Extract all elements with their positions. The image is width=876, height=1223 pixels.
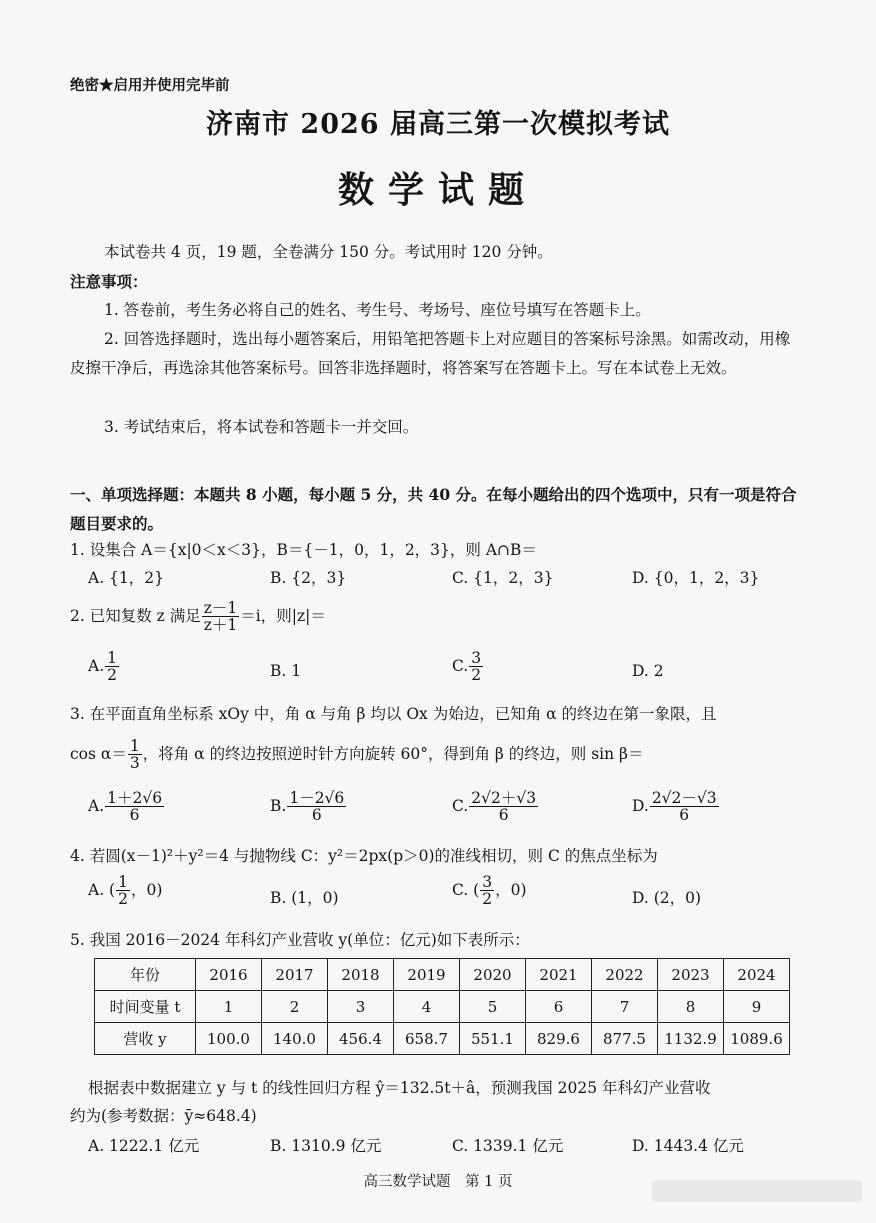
- table-cell: 2020: [460, 959, 526, 991]
- question-2-stem: [70, 600, 326, 634]
- table-cell: 658.7: [394, 1023, 460, 1055]
- question-1-stem: 1. 设集合 A＝{x|0＜x＜3}，B＝{－1，0，1，2，3}，则 A∩B＝: [70, 541, 537, 559]
- question-5-after-1: 根据表中数据建立 y 与 t 的线性回归方程 ŷ＝132.5t＋â，预测我国 2025 年科幻产业营收: [88, 1079, 711, 1097]
- q5-option-d: D. 1443.4 亿元: [632, 1137, 744, 1155]
- table-cell: 3: [328, 991, 394, 1023]
- table-cell: 1089.6: [724, 1023, 790, 1055]
- q1-option-c: C. {1，2，3}: [452, 569, 554, 587]
- question-5-stem: 5. 我国 2016－2024 年科幻产业营收 y(单位：亿元)如下表所示：: [70, 931, 530, 949]
- notice-item-3: 3. 考试结束后，将本试卷和答题卡一并交回。: [104, 418, 419, 436]
- q5-option-a: A. 1222.1 亿元: [88, 1137, 200, 1155]
- table-cell: 877.5: [592, 1023, 658, 1055]
- page-footer: 高三数学试题 第 1 页: [363, 1174, 513, 1190]
- question-5-after-2: 约为(参考数据：ȳ≈648.4): [70, 1107, 257, 1125]
- notice-heading: 注意事项：: [70, 272, 148, 291]
- table-cell: 2022: [592, 959, 658, 991]
- table-cell: 2017: [262, 959, 328, 991]
- q1-option-a: A. {1，2}: [88, 569, 164, 587]
- q2-option-d: D. 2: [632, 662, 664, 680]
- table-cell: 829.6: [526, 1023, 592, 1055]
- table-cell: 2021: [526, 959, 592, 991]
- table-cell: 551.1: [460, 1023, 526, 1055]
- exam-intro: 本试卷共 4 页，19 题，全卷满分 150 分。考试用时 120 分钟。: [104, 243, 553, 261]
- q1-option-b: B. {2，3}: [270, 569, 347, 587]
- table-cell: 2019: [394, 959, 460, 991]
- q3-cos-fraction: $\frac{1}{3}$: [129, 737, 140, 773]
- table-cell: 100.0: [196, 1023, 262, 1055]
- section-heading: 一、单项选择题：本题共 8 小题，每小题 5 分，共 40 分。在每小题给出的四个选项中，只有一项是符合题目要求的。: [70, 485, 797, 533]
- table-cell: 4: [394, 991, 460, 1023]
- q2-stem-post: ＝i，则|z|＝: [240, 606, 326, 625]
- notice-item-1: 1. 答卷前，考生务必将自己的姓名、考生号、考场号、座位号填写在答题卡上。: [104, 301, 651, 319]
- table-row-revenue: [95, 1023, 790, 1055]
- table-cell: 2023: [658, 959, 724, 991]
- table-cell: 2018: [328, 959, 394, 991]
- table-cell: 6: [526, 991, 592, 1023]
- q1-option-d: D. {0，1，2，3}: [632, 569, 760, 587]
- q3-option-c: C. $\frac{2√2+√3}{6}$: [452, 789, 537, 825]
- table-cell: 140.0: [262, 1023, 328, 1055]
- q2-frac-num: z－1: [203, 599, 238, 617]
- table-cell: 8: [658, 991, 724, 1023]
- table-cell: 2: [262, 991, 328, 1023]
- exam-subtitle: 数学试题: [337, 169, 538, 211]
- q4-option-c: C. ( $\frac{3}{2}$ ，0): [452, 873, 527, 909]
- table-cell: 2016: [196, 959, 262, 991]
- q2-stem-pre: 2. 已知复数 z 满足: [70, 606, 201, 625]
- table-row-year: [95, 959, 790, 991]
- table-cell: 5: [460, 991, 526, 1023]
- q2-fraction: [202, 600, 240, 634]
- q4-option-d: D. (2，0): [632, 889, 702, 907]
- question-3-line2: cos α＝ $\frac{1}{3}$ ，将角 α 的终边按照逆时针方向旋转 60°，得到角 β 的终边，则 sin β＝: [70, 737, 644, 773]
- q2-option-c: C. $\frac{3}{2}$: [452, 649, 482, 685]
- q2-option-b: B. 1: [270, 662, 302, 680]
- table-cell: 9: [724, 991, 790, 1023]
- table-cell: 1: [196, 991, 262, 1023]
- table-cell: 2024: [724, 959, 790, 991]
- table-cell: 1132.9: [658, 1023, 724, 1055]
- q3-option-d: D. $\frac{2√2-√3}{6}$: [632, 789, 717, 825]
- q3-option-a: A. $\frac{1+2√6}{6}$: [88, 789, 163, 825]
- table-cell: 营收 y: [95, 1023, 196, 1055]
- q5-option-c: C. 1339.1 亿元: [452, 1137, 564, 1155]
- exam-title: 济南市 2026 届高三第一次模拟考试: [206, 109, 670, 140]
- q5-option-b: B. 1310.9 亿元: [270, 1137, 382, 1155]
- classified-label: 绝密★启用并使用完毕前: [70, 77, 230, 94]
- table-cell: 7: [592, 991, 658, 1023]
- table-cell: 年份: [95, 959, 196, 991]
- notice-item-2: 2. 回答选择题时，选出每小题答案后，用铅笔把答题卡上对应题目的答案标号涂黑。如需改动，用橡皮擦干净后，再选涂其他答案标号。回答非选择题时，将答案写在答题卡上。写在本试卷上无效。: [70, 330, 791, 377]
- table-row-time: [95, 991, 790, 1023]
- watermark-bar: [652, 1180, 862, 1202]
- revenue-table: [94, 958, 790, 1055]
- question-3-line1: 3. 在平面直角坐标系 xOy 中，角 α 与角 β 均以 Ox 为始边，已知角 α 的终边在第一象限，且: [70, 705, 717, 723]
- q4-option-b: B. (1，0): [270, 889, 339, 907]
- q3-option-b: B. $\frac{1-2√6}{6}$: [270, 789, 345, 825]
- table-cell: 456.4: [328, 1023, 394, 1055]
- q2-frac-den: z＋1: [203, 616, 238, 635]
- q4-option-a: A. ( $\frac{1}{2}$ ，0): [88, 873, 163, 909]
- question-4-stem: 4. 若圆(x－1)²＋y²＝4 与抛物线 C：y²＝2px(p＞0)的准线相切，则 C 的焦点坐标为: [70, 847, 658, 865]
- q2-option-a: A. $\frac{1}{2}$: [88, 649, 117, 685]
- table-cell: 时间变量 t: [95, 991, 196, 1023]
